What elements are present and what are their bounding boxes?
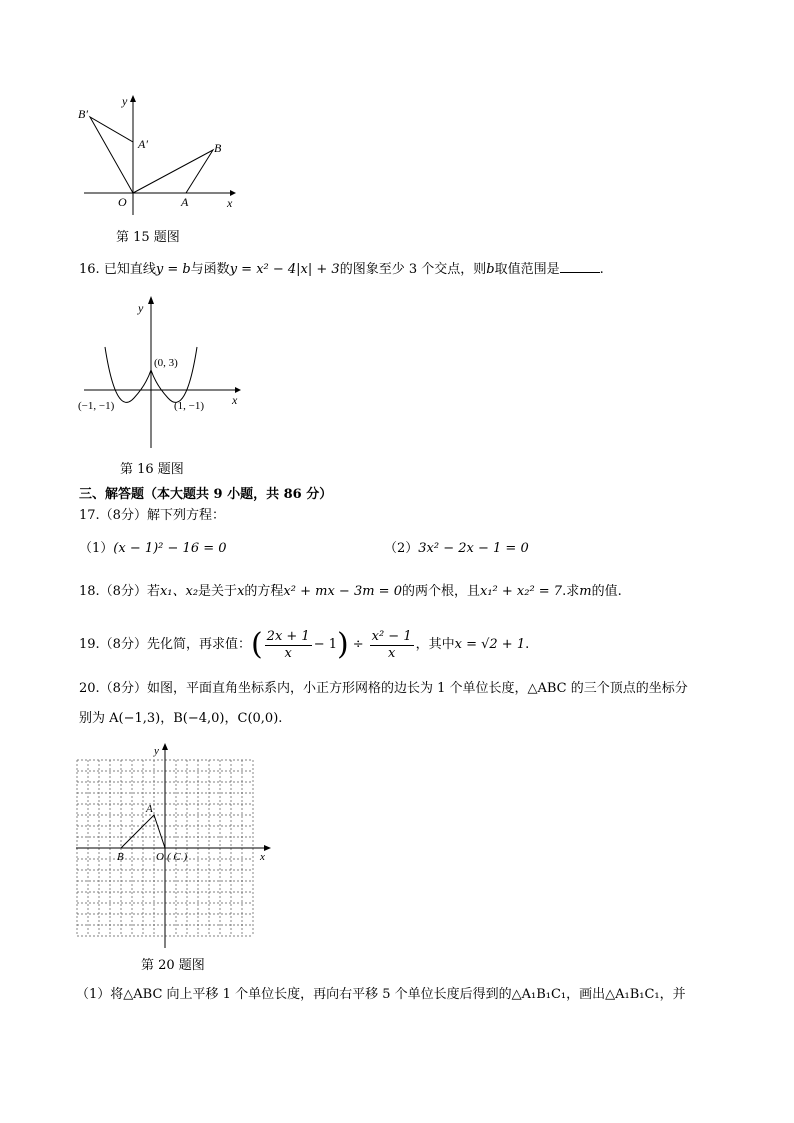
- fig15-triangle: [133, 150, 213, 193]
- q18-mid3: 的两个根，且: [401, 584, 480, 599]
- q19-text: [79, 623, 529, 667]
- fig15-label-b: B: [214, 141, 222, 155]
- fig16-label-y: y: [138, 301, 144, 315]
- q19-minus1: − 1: [313, 637, 337, 652]
- q16-answer-blank[interactable]: [560, 258, 600, 273]
- q17-p1-label: （1）: [79, 541, 114, 556]
- q18-text: [79, 583, 622, 601]
- q19-den2: x: [387, 645, 396, 661]
- q19-left-paren: (: [250, 627, 263, 662]
- q19-end: .: [525, 637, 530, 652]
- q20-part1: （1）将△ABC 向上平移 1 个单位长度，再向右平移 5 个单位长度后得到的△A₁B₁C₁，画出△A₁B₁C₁，并: [76, 987, 686, 1002]
- q19-div: ÷: [352, 637, 364, 652]
- q17-part2: [384, 540, 529, 558]
- fig15-label-y: y: [122, 94, 128, 108]
- q16-pre: 已知直线: [103, 262, 156, 277]
- q19-right-paren: ): [337, 627, 349, 662]
- q17-p2-eq: 3x² − 2x − 1 = 0: [418, 541, 529, 556]
- fig16-label-right: (1, −1): [174, 400, 205, 412]
- q16-post: 的图象至少 3 个交点，则: [339, 262, 487, 277]
- q18-cond: x₁² + x₂² = 7: [479, 584, 563, 599]
- q16-mid: 与函数: [190, 262, 230, 277]
- q19-tail: ，其中: [415, 637, 455, 652]
- fig16-label-top: (0, 3): [154, 357, 178, 369]
- q18-mid: 是关于: [198, 584, 238, 599]
- fig20-caption: 第 20 题图: [141, 958, 205, 973]
- q18-roots: x₁、x₂: [159, 584, 199, 599]
- q18-end: 的值.: [591, 584, 622, 599]
- q17-p2-label: （2）: [384, 541, 419, 556]
- q18-head: 18.（8分）若: [79, 584, 160, 599]
- fig20-triangle-abc: [121, 815, 165, 848]
- fig15-label-o: O: [118, 195, 127, 209]
- fig16-caption: 第 16 题图: [120, 462, 184, 477]
- q19-num1: 2x + 1: [266, 628, 310, 644]
- fig16-label-x: x: [232, 393, 238, 407]
- fig15-label-bp: B′: [78, 107, 88, 121]
- q17-p1-eq: (x − 1)² − 16 = 0: [113, 541, 227, 556]
- q18-tail: .求: [562, 584, 580, 599]
- q19-xval: x = √2 + 1: [454, 637, 526, 652]
- q18-var: x: [237, 584, 245, 599]
- q16-end: .: [599, 262, 604, 277]
- q18-m: m: [579, 584, 592, 599]
- q17-part1: [79, 540, 227, 558]
- fig15-caption: 第 15 题图: [116, 230, 180, 245]
- fig20-y-arrow: [162, 743, 168, 750]
- q18-mid2: 的方程: [244, 584, 284, 599]
- q19-head: 19.（8分）先化简，再求值：: [79, 637, 251, 652]
- q20-line1: 20.（8分）如图，平面直角坐标系内，小正方形网格的边长为 1 个单位长度，△ABC 的三个顶点的坐标分: [79, 681, 688, 696]
- fig20-label-b: B: [117, 851, 124, 863]
- fig20-label-y: y: [154, 745, 159, 757]
- fig15-label-a: A: [181, 195, 189, 209]
- q19-den1: x: [284, 645, 292, 661]
- q16-post2: 取值范围是: [494, 262, 560, 277]
- q19-fraction-2: [370, 629, 414, 662]
- figure-15: [70, 90, 250, 220]
- fig16-y-arrow: [148, 296, 154, 304]
- figure-16: [70, 290, 250, 455]
- q19-fraction-1: [265, 629, 312, 662]
- q19-num2: x² − 1: [371, 628, 412, 644]
- section3-title: 三、解答题（本大题共 9 小题，共 86 分）: [79, 487, 333, 502]
- q16-text: [79, 258, 604, 279]
- fig15-y-arrow: [130, 95, 136, 102]
- q16-number: 16.: [79, 262, 100, 277]
- fig16-label-left: (−1, −1): [78, 400, 115, 412]
- q20-line2: 别为 A(−1,3)，B(−4,0)，C(0,0).: [79, 711, 283, 726]
- fig20-label-x: x: [260, 851, 265, 863]
- q18-eq: x² + mx − 3m = 0: [283, 584, 402, 599]
- figure-20: [72, 740, 282, 950]
- fig20-label-o: O: [156, 851, 164, 863]
- fig15-triangle-prime: [90, 117, 133, 193]
- q16-line-eq: y = b: [155, 262, 191, 277]
- fig20-x-arrow: [264, 845, 271, 851]
- fig20-label-a: A: [146, 803, 153, 815]
- q16-func-eq: y = x² − 4|x| + 3: [229, 262, 340, 277]
- fig20-label-c: ( C ): [167, 851, 188, 863]
- q16-var: b: [486, 262, 495, 277]
- fig15-label-x: x: [227, 196, 233, 210]
- q17-head: 17.（8分）解下列方程：: [79, 508, 225, 523]
- fig15-label-ap: A′: [138, 137, 148, 151]
